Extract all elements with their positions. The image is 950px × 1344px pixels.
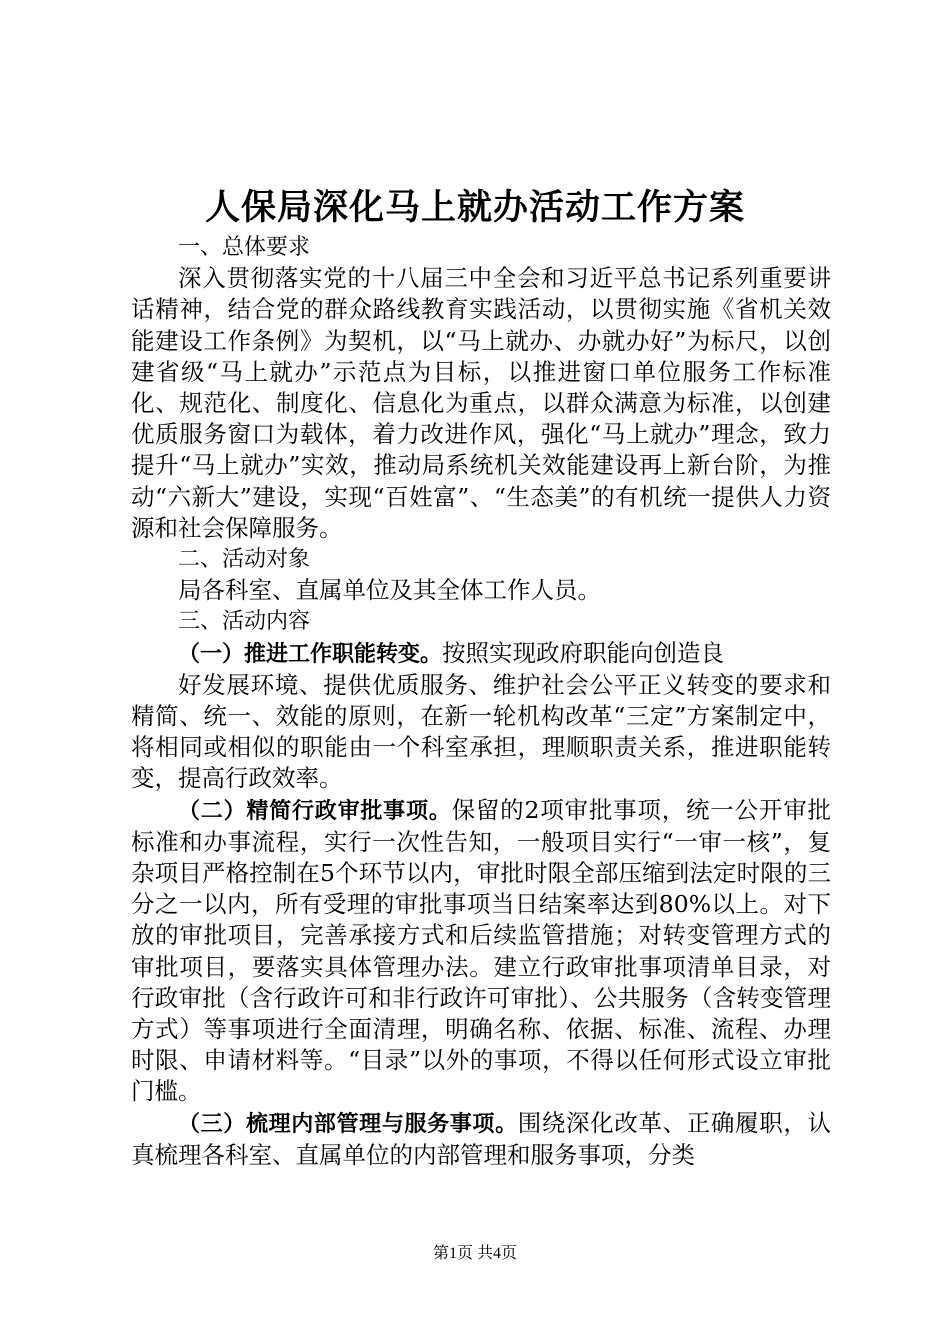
item-2-body: 保留的2项审批事项，统一公开审批标准和办事流程，实行一次性告知，一般项目实行“一审一核”，复杂项目严格控制在5个环节以内，审批时限全部压缩到法定时限的三分之一以内，所有受理的审批事项当日结案率达到80%以上。对下放的审批项目，完善承接方式和后续监管措施；对转变管理方式的审批项目，要落实具体管理办法。建立行政审批事项清单目录，对行政审批（含行政许可和非行政许可审批）、公共服务（含转变管理方式）等事项进行全面清理，明确名称、依据、标准、流程、办理时限、申请材料等。“目录”以外的事项，不得以任何形式设立审批门槛。 bbox=[131, 795, 831, 1106]
item-1-lead-tail: 按照实现政府职能向创造良 bbox=[442, 638, 725, 667]
item-1-first-line bbox=[131, 638, 831, 670]
document-body bbox=[131, 232, 831, 1171]
item-1-body: 好发展环境、提供优质服务、维护社会公平正义转变的要求和精简、统一、效能的原则，在新一轮机构改革“三定”方案制定中，将相同或相似的职能由一个科室承担，理顺职责关系，推进职能转变，提高行政效率。 bbox=[131, 670, 831, 793]
item-2-paragraph bbox=[131, 795, 831, 1108]
paragraph-general-requirements: 深入贯彻落实党的十八届三中全会和习近平总书记系列重要讲话精神，结合党的群众路线教育实践活动，以贯彻实施《省机关效能建设工作条例》为契机，以“马上就办、办就办好”为标尺，以创建省级“马上就办”示范点为目标，以推进窗口单位服务工作标准化、规范化、制度化、信息化为重点，以群众满意为标准，以创建优质服务窗口为载体，着力改进作风，强化“马上就办”理念，致力提升“马上就办”实效，推动局系统机关效能建设再上新台阶，为推动“六新大”建设，实现“百姓富”、“生态美”的有机统一提供人力资源和社会保障服务。 bbox=[131, 264, 831, 542]
item-3-lead: （三）梳理内部管理与服务事项。 bbox=[178, 1111, 518, 1137]
section-heading-general-requirements: 一、总体要求 bbox=[178, 235, 311, 260]
item-3-body: 围绕深化改革、正确履职，认真梳理各科室、直属单位的内部管理和服务事项，分类 bbox=[131, 1108, 831, 1169]
item-2-lead: （二）精简行政审批事项。 bbox=[178, 798, 452, 824]
document-title: 人保局深化马上就办活动工作方案 bbox=[204, 188, 745, 228]
section-heading-activity-content: 三、活动内容 bbox=[178, 609, 311, 635]
item-3-paragraph bbox=[131, 1108, 831, 1171]
page-footer: 第1页 共4页 bbox=[432, 1245, 517, 1262]
section-heading-activity-targets: 二、活动对象 bbox=[178, 547, 311, 573]
item-1-lead: （一）推进工作职能转变。 bbox=[178, 641, 443, 667]
paragraph-activity-targets: 局各科室、直属单位及其全体工作人员。 bbox=[178, 576, 601, 605]
